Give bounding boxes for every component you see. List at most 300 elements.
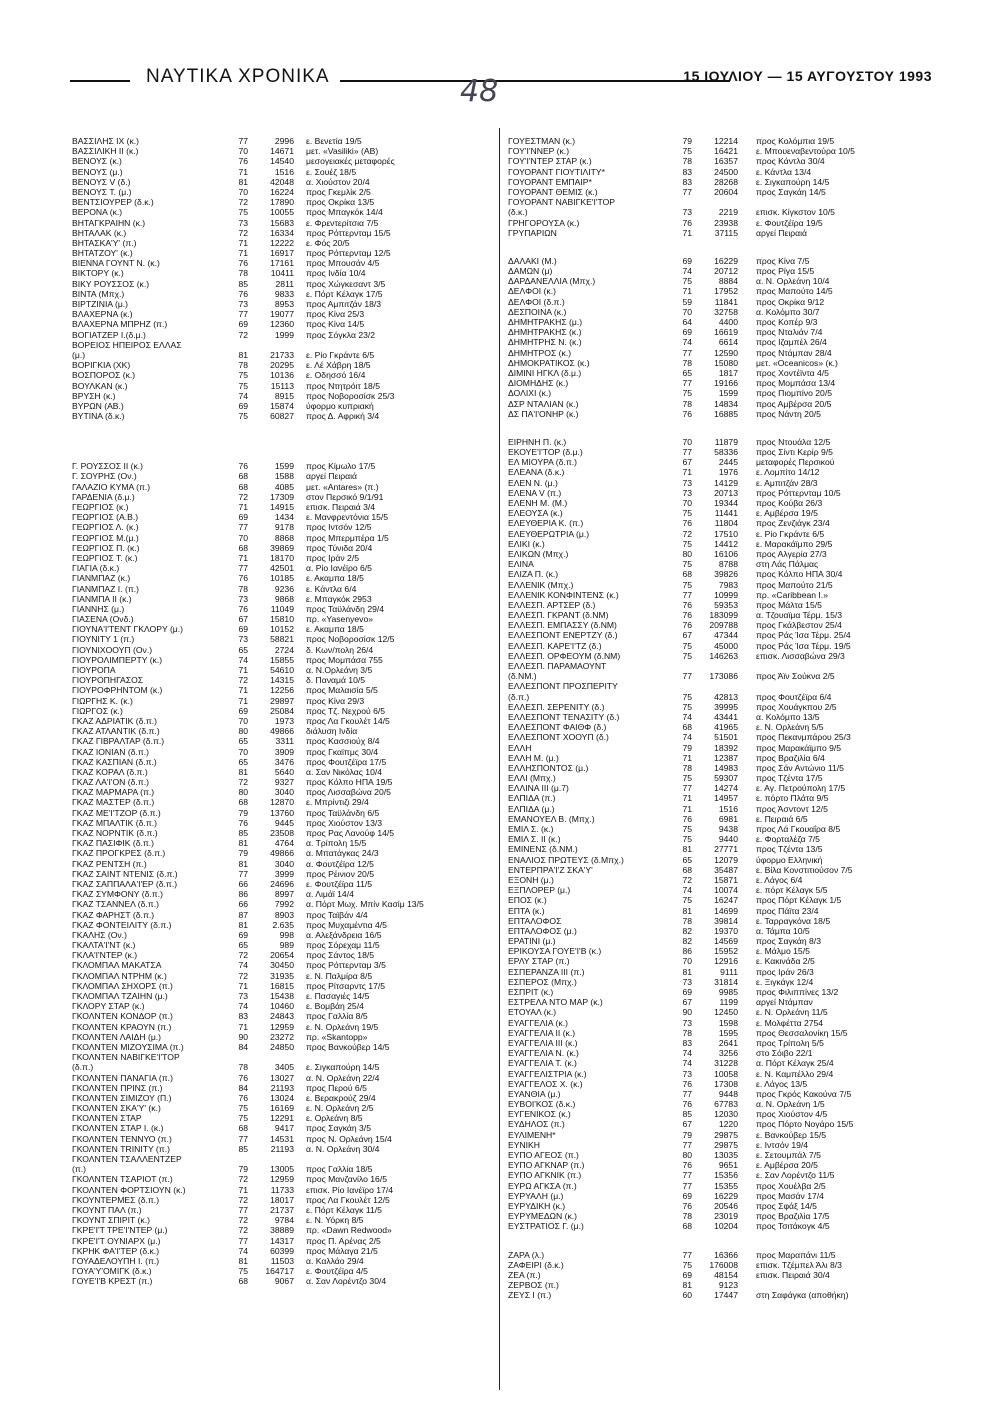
vessel-status: προς Νταλιάν 7/4	[756, 327, 823, 338]
vessel-row	[508, 1119, 938, 1129]
build-year: 81	[682, 844, 692, 855]
vessel-status: προς Ντητρόιτ 18/5	[306, 380, 380, 391]
vessel-row	[508, 722, 938, 732]
vessel-status: α. Αλεξάνδρεια 16/5	[306, 929, 382, 940]
vessel-row	[72, 960, 492, 970]
vessel-row	[72, 930, 492, 940]
build-year: 59	[682, 296, 692, 307]
vessel-status: προς Σόρεχαμ 11/5	[306, 940, 380, 951]
build-year: 70	[238, 715, 248, 726]
vessel-row	[72, 563, 492, 573]
tonnage: 18392	[714, 742, 738, 753]
vessel-status: ε. Λέ Χάβρη 18/5	[306, 360, 371, 371]
build-year: 71	[238, 1021, 248, 1032]
vessel-row	[72, 604, 492, 614]
build-year: 77	[682, 1088, 692, 1099]
vessel-row	[72, 767, 492, 777]
vessel-row	[508, 580, 938, 590]
vessel-status: προς Ντάμπαν 28/4	[756, 347, 832, 358]
vessel-status: ε. Ακαμπα 18/5	[306, 624, 364, 635]
vessel-row	[508, 1290, 938, 1300]
vessel-status: πρ. «Yasenyevo»	[306, 614, 374, 625]
vessel-row	[508, 1140, 938, 1150]
tonnage: 17308	[714, 1078, 738, 1089]
vessel-name: ΓΙΑΝΜΠΑΖ Ι. (π.)	[72, 583, 139, 594]
tonnage: 39826	[714, 569, 738, 580]
vessel-name: ΒΕΝΟΥΣ (μ.)	[72, 166, 123, 177]
vessel-status: προς Μαλαισία 5/5	[306, 685, 378, 696]
vessel-row	[72, 899, 492, 909]
vessel-status: ε. Πόρτ Κέλαγκ 17/5	[306, 288, 383, 299]
tonnage	[252, 1052, 306, 1062]
vessel-name: ΓΚΡΗΚ ΦΑ'Ι'ΤΕΡ (δ.κ.)	[72, 1245, 160, 1256]
tonnage: 15874	[270, 400, 294, 411]
vessel-status: διάλυση Ινδία	[306, 726, 358, 737]
tonnage: 13760	[270, 807, 294, 818]
vessel-row	[72, 981, 492, 991]
vessel-name: ΕΣΠΕΡΟΣ (Μπχ.)	[508, 976, 577, 987]
vessel-status: προς Κίνα 25/3	[306, 309, 365, 320]
vessel-row	[72, 391, 492, 401]
vessel-status: ε. Ρίο Γκράντε 6/5	[756, 528, 825, 539]
vessel-status: ε. Μαρακάϊμπο 29/5	[756, 538, 833, 549]
build-year: 65	[238, 736, 248, 747]
build-year: 69	[682, 327, 692, 338]
build-year: 75	[682, 538, 692, 549]
build-year: 77	[682, 1249, 692, 1260]
vessel-row	[72, 1001, 492, 1011]
vessel-name: ΔΕΛΦΟΙ (κ.)	[508, 286, 556, 297]
vessel-status: προς Μυχαμέντια 4/5	[306, 919, 387, 930]
tonnage: 20604	[714, 186, 738, 197]
vessel-status: ε. Μπαγκόκ 2953	[306, 593, 372, 604]
tonnage: 3909	[274, 746, 294, 757]
vessel-row	[72, 726, 492, 736]
vessel-status: προς Βραζιλία 6/4	[756, 752, 825, 763]
vessel-row	[72, 889, 492, 899]
vessel-status: προς Ινδία 10/4	[306, 268, 366, 279]
vessel-row	[508, 630, 938, 640]
vessel-row	[508, 276, 938, 286]
tonnage: 4764	[274, 838, 294, 849]
vessel-name: ΔΗΜΗΤΡΑΚΗΣ (μ.)	[508, 317, 583, 327]
vessel-row	[72, 797, 492, 807]
vessel-name: ΒΗΤΑΛΑΚ (κ.)	[72, 227, 127, 238]
vessel-name: ΓΚΑΖ ΜΑΣΤΕΡ (δ.π.)	[72, 797, 155, 808]
build-year: 73	[238, 634, 248, 645]
build-year: 78	[682, 915, 692, 926]
section-spacer	[508, 1232, 938, 1250]
vessel-status: προς Σάν Αντώνιο 11/5	[756, 762, 844, 773]
vessel-row	[72, 1174, 492, 1184]
vessel-name: ΕΥΑΓΓΕΛΙΑ II (κ.)	[508, 1027, 576, 1038]
build-year: 75	[682, 701, 692, 712]
vessel-row	[508, 926, 938, 936]
build-year: 74	[682, 1048, 692, 1059]
tonnage: 29875	[714, 1139, 738, 1150]
build-year: 70	[682, 306, 692, 317]
section-spacer	[72, 421, 492, 461]
build-year: 72	[238, 675, 248, 686]
build-year: 72	[238, 950, 248, 961]
vessel-row	[508, 946, 938, 956]
build-year: 73	[238, 991, 248, 1001]
build-year: 81	[238, 858, 248, 869]
vessel-row	[72, 736, 492, 746]
build-year: 69	[238, 400, 248, 411]
vessel-name: ΕΛΕΝΗ Μ. (Μ.)	[508, 498, 568, 508]
vessel-row	[72, 1225, 492, 1235]
build-year: 78	[682, 357, 692, 368]
build-year: 77	[238, 309, 248, 320]
build-year: 69	[238, 929, 248, 940]
vessel-status: α. Φουτζέϊρα 12/5	[306, 858, 374, 869]
tonnage: 14834	[714, 398, 738, 409]
vessel-name: ΓΟΥΟΡΑΝΤ ΝΑΒΙΓΚΕ'Ι'ΤΟΡ	[508, 197, 616, 208]
tonnage: 39814	[714, 915, 738, 926]
tonnage: 2445	[718, 457, 738, 468]
tonnage: 176008	[709, 1259, 738, 1270]
vessel-status: προς Ρίτσαρντς 17/5	[306, 980, 386, 991]
build-year: 77	[682, 1180, 692, 1191]
vessel-status: προς Τσιτάκογκ 4/5	[756, 1221, 830, 1232]
vessel-name: ΒΥΡΩΝ (ΑΒ.)	[72, 400, 124, 411]
tonnage: 11804	[714, 518, 738, 529]
build-year: 82	[682, 925, 692, 936]
build-year: 83	[238, 1011, 248, 1022]
vessel-row	[72, 1083, 492, 1093]
build-year: 75	[238, 1113, 248, 1124]
vessel-row	[508, 1150, 938, 1160]
vessel-row	[508, 743, 938, 753]
vessel-name: ΓΚΛΟΜΠΑΛ ΤΖΑΙΗΝ (μ.)	[72, 991, 168, 1001]
vessel-row	[72, 838, 492, 848]
tonnage: 9440	[718, 834, 738, 845]
build-year: 76	[238, 156, 248, 167]
tonnage: 42048	[270, 176, 294, 187]
vessel-status: ε. πόρτ Κέλαγκ 5/5	[756, 885, 828, 896]
vessel-status: προς Γκάλβεστον 25/4	[756, 620, 842, 631]
vessel-name: ΕΥΑΓΓΕΛΙΑ (κ.)	[508, 1017, 568, 1028]
vessel-status: προς Νοβοροσίσκ 25/3	[306, 390, 395, 401]
vessel-row	[508, 156, 938, 166]
vessel-name: ΔΙΜΙΝΙ ΗΓΚΛ (δ.μ.)	[508, 367, 582, 378]
build-year: 68	[682, 569, 692, 580]
vessel-row	[508, 1250, 938, 1260]
build-year: 76	[682, 599, 692, 610]
tonnage: 8868	[274, 532, 294, 543]
vessel-row	[72, 696, 492, 706]
vessel-name: ΕΠΤΑΛΟΦΟΣ (μ.)	[508, 925, 577, 936]
vessel-name: ΓΚΡΕ'Ι'Τ ΟΥΝΙΑΡΧ (μ.)	[72, 1235, 161, 1246]
build-year: 79	[238, 1164, 248, 1175]
vessel-status: προς Ταϊβάν 4/4	[306, 909, 368, 920]
vessel-status: προς Γκαϊπμς 30/4	[306, 746, 379, 757]
vessel-name: ΒΕΝΟΥΣ (κ.)	[72, 156, 122, 167]
build-year: 70	[238, 146, 248, 157]
build-year: 72	[238, 329, 248, 340]
vessel-name: ΓΙΑΓΙΑ (δ.κ.)	[72, 563, 120, 574]
build-year: 70	[238, 746, 248, 757]
vessel-row	[72, 228, 492, 238]
vessel-name: ΓΚΟΛΝΤΕΝ ΠΑΝΑΓΙΑ (π.)	[72, 1072, 173, 1083]
tonnage: 24843	[270, 1011, 294, 1022]
build-year: 76	[238, 573, 248, 584]
build-year: 83	[682, 1037, 692, 1048]
vessel-status: προς Αλγερία 27/3	[756, 548, 827, 559]
tonnage: 16229	[714, 255, 738, 266]
vessel-row	[72, 685, 492, 695]
vessel-name: ΖΕΡΒΟΣ (π.)	[508, 1280, 559, 1291]
tonnage: 2724	[274, 644, 294, 655]
vessel-row	[508, 187, 938, 197]
build-year: 74	[238, 1001, 248, 1012]
vessel-status: προς Τύνιδα 20/4	[306, 542, 373, 553]
build-year: 71	[238, 685, 248, 696]
vessel-name: ΓΚΑΛΤΑ'Ι'ΝΤ (κ.)	[72, 940, 136, 951]
build-year: 79	[682, 136, 692, 146]
vessel-name: ΒΑΣΣΙΛΗΣ IX (κ.)	[72, 136, 140, 146]
vessel-name: ΔΣ ΠΑ'Ι'ΟΝΗΡ (κ.)	[508, 408, 579, 419]
vessel-status: α. Ν. Ορλεάνη 22/4	[306, 1072, 380, 1083]
build-year: 72	[682, 874, 692, 885]
vessel-row	[508, 1058, 938, 1068]
tonnage: 16619	[714, 327, 738, 338]
vessel-row	[72, 381, 492, 391]
vessel-name: ΓΚΑΖ ΚΟΡΑΛ (δ.π.)	[72, 766, 148, 777]
vessel-row	[72, 309, 492, 319]
vessel-status: προς Ταϋλάνδη 6/5	[306, 807, 380, 818]
vessel-row	[508, 1018, 938, 1028]
tonnage: 10152	[270, 624, 294, 635]
tonnage: 9123	[718, 1280, 738, 1291]
build-year: 76	[682, 518, 692, 529]
vessel-row	[72, 584, 492, 594]
tonnage: 11841	[714, 296, 738, 307]
vessel-name: ΒΕΡΟΝΑ (κ.)	[72, 207, 123, 218]
tonnage: 15871	[714, 874, 738, 885]
build-year: 90	[238, 1031, 248, 1042]
vessel-name: ΓΚΑΖ ΣΥΜΦΟΝΥ (δ.π.)	[72, 889, 163, 900]
build-year: 77	[682, 1170, 692, 1181]
vessel-name: ΒΟΡΙΓΚΙΑ (ΧΚ)	[72, 360, 131, 371]
build-year: 71	[682, 803, 692, 814]
vessel-status: προς Περού 6/5	[306, 1082, 367, 1093]
tonnage: 41965	[714, 722, 738, 733]
vessel-section	[508, 437, 938, 1232]
tonnage: 16421	[714, 146, 738, 157]
vessel-row	[72, 197, 492, 207]
build-year: 68	[238, 542, 248, 553]
vessel-name: ΕΞΟΝΗ (μ.)	[508, 874, 554, 885]
tonnage: 43441	[714, 711, 738, 722]
vessel-name: ΓΚΑΖ ΚΑΣΠΙΑΝ (δ.π.)	[72, 756, 157, 767]
tonnage: 1599	[274, 461, 294, 472]
tonnage: 9327	[274, 777, 294, 788]
build-year	[666, 661, 696, 671]
vessel-row	[72, 1032, 492, 1042]
issue-date: 15 ΙΟΥΛΙΟΥ — 15 ΑΥΓΟΥΣΤΟΥ 1993	[683, 68, 932, 84]
tonnage: 12360	[270, 319, 294, 330]
vessel-status	[756, 197, 938, 207]
build-year: 75	[682, 691, 692, 702]
build-year	[222, 1154, 252, 1164]
vessel-row	[508, 916, 938, 926]
build-year: 86	[238, 889, 248, 900]
vessel-status: ε. Σιγκαπούρη 14/5	[756, 176, 830, 187]
vessel-status: δ. Κων/πολη 26/4	[306, 644, 374, 655]
vessel-name: ΕΥΛΙΜΕΝΗ*	[508, 1129, 556, 1140]
tonnage: 4085	[274, 481, 294, 492]
tonnage: 9438	[718, 824, 738, 834]
tonnage: 1595	[718, 1027, 738, 1038]
vessel-status: προς Κασσιούχ 8/4	[306, 736, 380, 747]
vessel-status: προς Νοβοροσίσκ 12/5	[306, 634, 395, 645]
build-year: 77	[682, 186, 692, 197]
vessel-name: ΔΗΜΟΚΡΑΤΙΚΟΣ (κ.)	[508, 357, 590, 368]
build-year: 76	[238, 461, 248, 472]
vessel-name: ΔΕΣΠΟΙΝΑ (κ.)	[508, 306, 567, 317]
tonnage: 10055	[270, 207, 294, 218]
build-year: 72	[238, 227, 248, 238]
tonnage: 16885	[714, 408, 738, 419]
vessel-status: α. Τάμπα 10/5	[756, 925, 810, 936]
tonnage: 3999	[274, 868, 294, 879]
vessel-row	[72, 146, 492, 156]
build-year: 76	[682, 1078, 692, 1089]
tonnage: 16106	[714, 548, 738, 559]
tonnage: 14915	[270, 502, 294, 512]
build-year: 71	[682, 752, 692, 763]
vessel-name: ΕΠΟΣ (κ.)	[508, 895, 547, 906]
vessel-name: ΔΑΡΔΑΝΕΛΛΙΑ (Μπχ.)	[508, 276, 596, 287]
vessel-row	[508, 641, 938, 651]
build-year: 70	[238, 186, 248, 197]
vessel-name: (δ.κ.)	[508, 207, 528, 218]
vessel-status: ε. Φρεντερίτσια 7/5	[306, 217, 379, 228]
vessel-status: ε. Φουτζέϊρα 11/5	[306, 878, 373, 889]
tonnage: 31228	[714, 1058, 738, 1069]
tonnage: 12256	[270, 685, 294, 696]
vessel-row	[508, 1079, 938, 1089]
tonnage: 14274	[714, 783, 738, 794]
tonnage: 16366	[714, 1249, 738, 1260]
vessel-status: προς Μάλτα 15/5	[756, 599, 822, 610]
vessel-status: προς Αμβέρσα 20/5	[756, 398, 832, 409]
tonnage: 58336	[714, 447, 738, 458]
vessel-status: αργεί Πειραιά	[756, 227, 807, 238]
vessel-name: ΓΚΟΛΝΤΕΝ ΝΑΒΙΓΚΕ'Ι'ΤΟΡ	[72, 1052, 180, 1063]
vessel-status: ε. Βενετία 19/5	[306, 136, 362, 146]
vessel-status: προς Ιράν 2/5	[306, 552, 360, 563]
build-year: 87	[238, 909, 248, 920]
vessel-name: Γ. ΣΟΥΡΗΣ (Ον.)	[72, 471, 137, 482]
vessel-status: προς Ταϋλάνδη 29/4	[306, 603, 385, 614]
vessel-status	[756, 1280, 938, 1290]
vessel-status	[756, 661, 938, 671]
vessel-status: ε. Κάντλα 13/4	[756, 166, 812, 177]
tonnage: 17890	[270, 197, 294, 208]
vessel-name: ΓΚΛΟΜΠΑΛ ΝΤΡΗΜ (κ.)	[72, 970, 167, 981]
build-year: 73	[238, 299, 248, 309]
tonnage: 37115	[714, 227, 738, 238]
tonnage: 20654	[270, 950, 294, 961]
vessel-status: επισκ. Ρίο Ιανέϊρο 17/4	[306, 1184, 394, 1195]
vessel-status: α. Πόρτ Κέλαγκ 25/4	[756, 1058, 834, 1069]
build-year: 75	[238, 1266, 248, 1277]
tonnage: 12387	[714, 752, 738, 763]
vessel-row	[508, 409, 938, 419]
vessel-status: ε. Φός 20/5	[306, 237, 350, 248]
vessel-status: προς Γκεμλίκ 2/5	[306, 186, 371, 197]
vessel-name: ΓΚΟΛΝΤΕΝ ΣΤΑΡ	[72, 1113, 142, 1124]
vessel-status: α. Σαν Νικόλας 10/4	[306, 766, 383, 777]
vessel-status: α. Τζουαϊμα Τέρμ. 15/3	[756, 610, 843, 621]
vessel-status: προς Κολόμπια 19/5	[756, 136, 835, 146]
vessel-status: προς Βανκούβερ 14/5	[306, 1041, 390, 1052]
vessel-row	[72, 207, 492, 217]
vessel-name: ΓΚΑΖ ΝΟΡΝΤΙΚ (δ.π.)	[72, 828, 158, 838]
vessel-row	[508, 256, 938, 266]
vessel-status: προς Κίνα 29/3	[306, 695, 365, 706]
vessel-status: επισκ. Πειραιά 30/4	[756, 1269, 830, 1280]
vessel-name: ΒΙΚΤΟΡΥ (κ.)	[72, 268, 124, 279]
vessel-row	[508, 286, 938, 296]
build-year: 83	[682, 176, 692, 187]
vessel-status: προς Μαρακάϊμπο 9/5	[756, 742, 842, 753]
vessel-status	[756, 681, 938, 691]
vessel-name: ΕΜΙΝΕΝΣ (δ.ΝΜ.)	[508, 844, 578, 855]
vessel-status: προς Χιούστον 4/5	[756, 1109, 828, 1120]
vessel-row	[508, 337, 938, 347]
vessel-row	[508, 967, 938, 977]
vessel-status: προς Μπερμπέρα 1/5	[306, 532, 389, 543]
tonnage: 32758	[714, 306, 738, 317]
tonnage: 9985	[718, 987, 738, 997]
vessel-name: ΓΙΟΥΡΟΦΡΗΝΤΟΜ (κ.)	[72, 685, 163, 696]
tonnage: 3311	[275, 736, 294, 747]
vessel-section	[508, 1250, 938, 1301]
build-year: 72	[238, 1174, 248, 1185]
vessel-name: ΒΕΝΟΥΣ Τ. (μ.)	[72, 186, 132, 197]
vessel-status: προς Κίνα 14/5	[306, 319, 365, 330]
vessel-name: ΓΚΟΛΝΤΕΝ ΚΟΝΔΟΡ (π.)	[72, 1011, 173, 1022]
build-year: 72	[238, 970, 248, 981]
tonnage: 10185	[270, 573, 294, 584]
vessel-status: προς Λα Γκουλέτ 12/5	[306, 1194, 390, 1205]
build-year	[222, 1052, 252, 1062]
vessel-status: α. Μπατάγκας 24/3	[306, 848, 379, 859]
build-year: 74	[682, 732, 692, 743]
vessel-status: προς Θεσσαλονίκη 15/5	[756, 1027, 848, 1038]
build-year: 74	[682, 337, 692, 348]
vessel-status: προς Χουάγκπου 2/5	[756, 701, 837, 712]
vessel-name: ΓΕΩΡΓΙΟΣ Τ. (κ.)	[72, 552, 138, 563]
vessel-name: ΕΥΡΥΔΙΚΗ (κ.)	[508, 1200, 566, 1211]
vessel-row	[72, 1022, 492, 1032]
vessel-status: πρ. «Skantopp»	[306, 1031, 368, 1042]
vessel-status: προς Λά Γκουαΐρα 8/5	[756, 824, 841, 834]
tonnage: 3476	[274, 756, 294, 767]
vessel-row	[72, 594, 492, 604]
vessel-name: ΕΤΟΥΑΛ (κ.)	[508, 1007, 557, 1018]
vessel-name: ΒΙΡΤΖΙΝΙΑ (μ.)	[72, 299, 129, 309]
tonnage: 15952	[714, 946, 738, 957]
tonnage: 15810	[270, 614, 294, 625]
build-year: 80	[238, 726, 248, 737]
vessel-name: ΒΑΣΣΙΛΙΚΗ II (κ.)	[72, 146, 139, 157]
vessel-name: ΓΚΛΑ'Ι'ΝΤΕΡ (κ.)	[72, 950, 138, 961]
